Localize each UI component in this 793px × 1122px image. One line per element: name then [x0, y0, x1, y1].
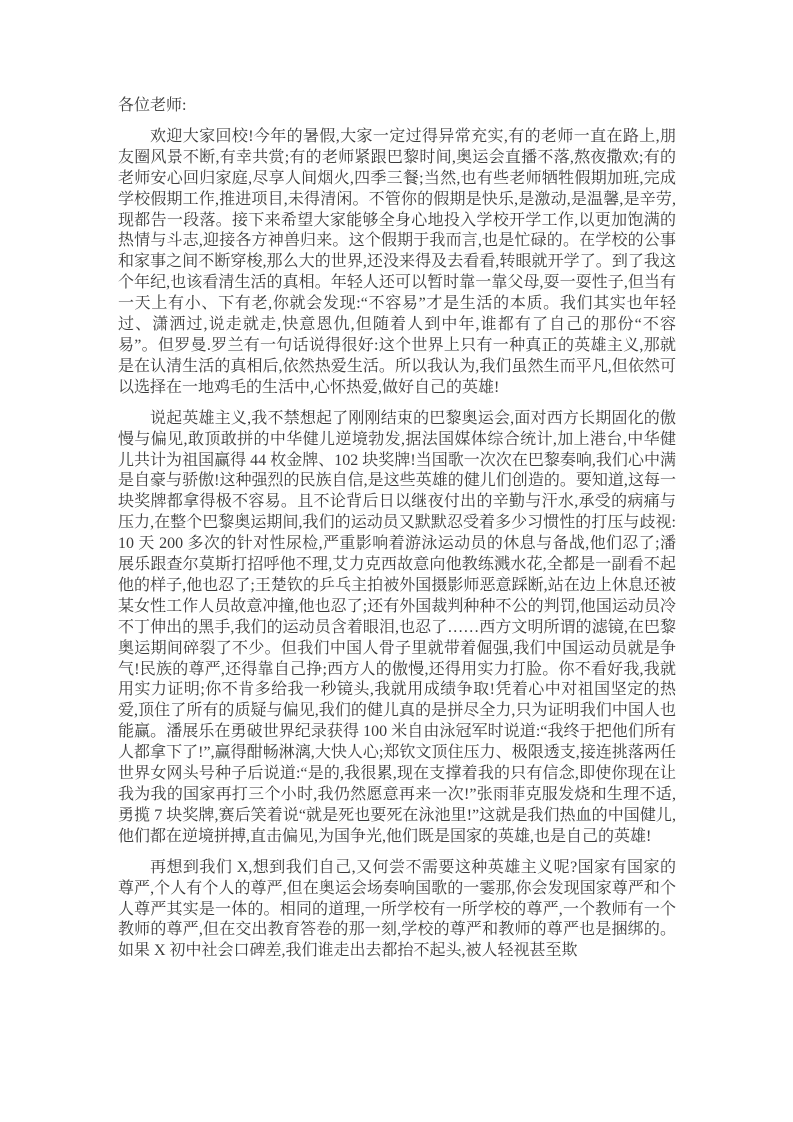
paragraph-welcome-back: 欢迎大家回校!今年的暑假,大家一定过得异常充实,有的老师一直在路上,朋友圈风景不断,有幸共赏;有的老师紧跟巴黎时间,奥运会直播不落,熬夜撒欢;有的老师安心回归家庭,尽享人间烟火,四季三餐;当然,也有些老师牺牲假期加班,完成学校假期工作,推进项目,未得清闲。不管你的假期是快乐,是激动,是温馨,是辛劳,现都告一段落。接下来希望大家能够全身心地投入学校开学工作,以更加饱满的热情与斗志,迎接各方神兽归来。这个假期于我而言,也是忙碌的。在学校的公事和家事之间不断穿梭,那么大的世界,还没来得及去看看,转眼就开学了。到了我这个年纪,也该看清生活的真相。年轻人还可以暂时靠一靠父母,耍一耍性子,但当有一天上有小、下有老,你就会发现:“不容易”才是生活的本质。我们其实也年轻过、潇洒过,说走就走,快意恩仇,但随着人到中年,谁都有了自己的那份“不容易”。但罗曼.罗兰有一句话说得很好:这个世界上只有一种真正的英雄主义,那就是在认清生活的真相后,依然热爱生活。所以我认为,我们虽然生而平凡,但依然可以选择在一地鸡毛的生活中,心怀热爱,做好自己的英雄!: [118, 127, 676, 396]
paragraph-olympics-heroism: 说起英雄主义,我不禁想起了刚刚结束的巴黎奥运会,面对西方长期固化的傲慢与偏见,敢顶敢拼的中华健儿逆境勃发,据法国媒体综合统计,加上港台,中华健儿共计为祖国赢得 44 枚金牌、102 块奖牌!当国歌一次次在巴黎奏响,我们心中满是自豪与骄傲!这种强烈的民族自信,是这些英雄的健儿们创造的。要知道,这每一块奖牌都拿得极不容易。且不论背后日以继夜付出的辛勤与汗水,承受的病痛与压力,在整个巴黎奥运期间,我们的运动员又默默忍受着多少习惯性的打压与歧视:10 天 200 多次的针对性尿检,严重影响着游泳运动员的休息与备战,他们忍了;潘展乐跟查尔莫斯打招呼他不理,艾力克西故意向他教练溅水花,全都是一副看不起他的样子,他也忍了;王楚钦的乒乓主拍被外国摄影师恶意踩断,站在边上休息还被某女性工作人员故意冲撞,他也忍了;还有外国裁判种种不公的判罚,他国运动员冷不丁伸出的黑手,我们的运动员含着眼泪,也忍了……西方文明所谓的滤镜,在巴黎奥运期间碎裂了不少。但我们中国人骨子里就带着倔强,我们中国运动员就是争气!民族的尊严,还得靠自己挣;西方人的傲慢,还得用实力打脸。你不看好我,我就用实力证明;你不肯多给我一秒镜头,我就用成绩争取!凭着心中对祖国坚定的热爱,顶住了所有的质疑与偏见,我们的健儿真的是拼尽全力,只为证明我们中国人也能赢。潘展乐在勇破世界纪录获得 100 米自由泳冠军时说道:“我终于把他们所有人都拿下了!”,赢得酣畅淋漓,大快人心;郑钦文顶住压力、极限透支,接连挑落两任世界女网头号种子后说道:“是的,我很累,现在支撑着我的只有信念,即使你现在让我为我的国家再打三个小时,我仍然愿意再来一次!”张雨菲克服发烧和生理不适,勇揽 7 块奖牌,赛后笑着说“就是死也要死在泳池里!”这就是我们热血的中国健儿,他们都在逆境拼搏,直击偏见,为国争光,他们既是国家的英雄,也是自己的英雄!: [118, 409, 676, 845]
salutation: 各位老师:: [118, 97, 187, 114]
paragraph-school-dignity: 再想到我们 X,想到我们自己,又何尝不需要这种英雄主义呢?国家有国家的尊严,个人有个人的尊严,但在奥运会场奏响国歌的一霎那,你会发现国家尊严和个人尊严其实是一体的。相同的道理,一所学校有一所学校的尊严,一个教师有一个教师的尊严,但在交出教育答卷的那一刻,学校的尊严和教师的尊严也是捆绑的。如果 X 初中社会口碑差,我们谁走出去都抬不起头,被人轻视甚至欺: [118, 858, 676, 960]
